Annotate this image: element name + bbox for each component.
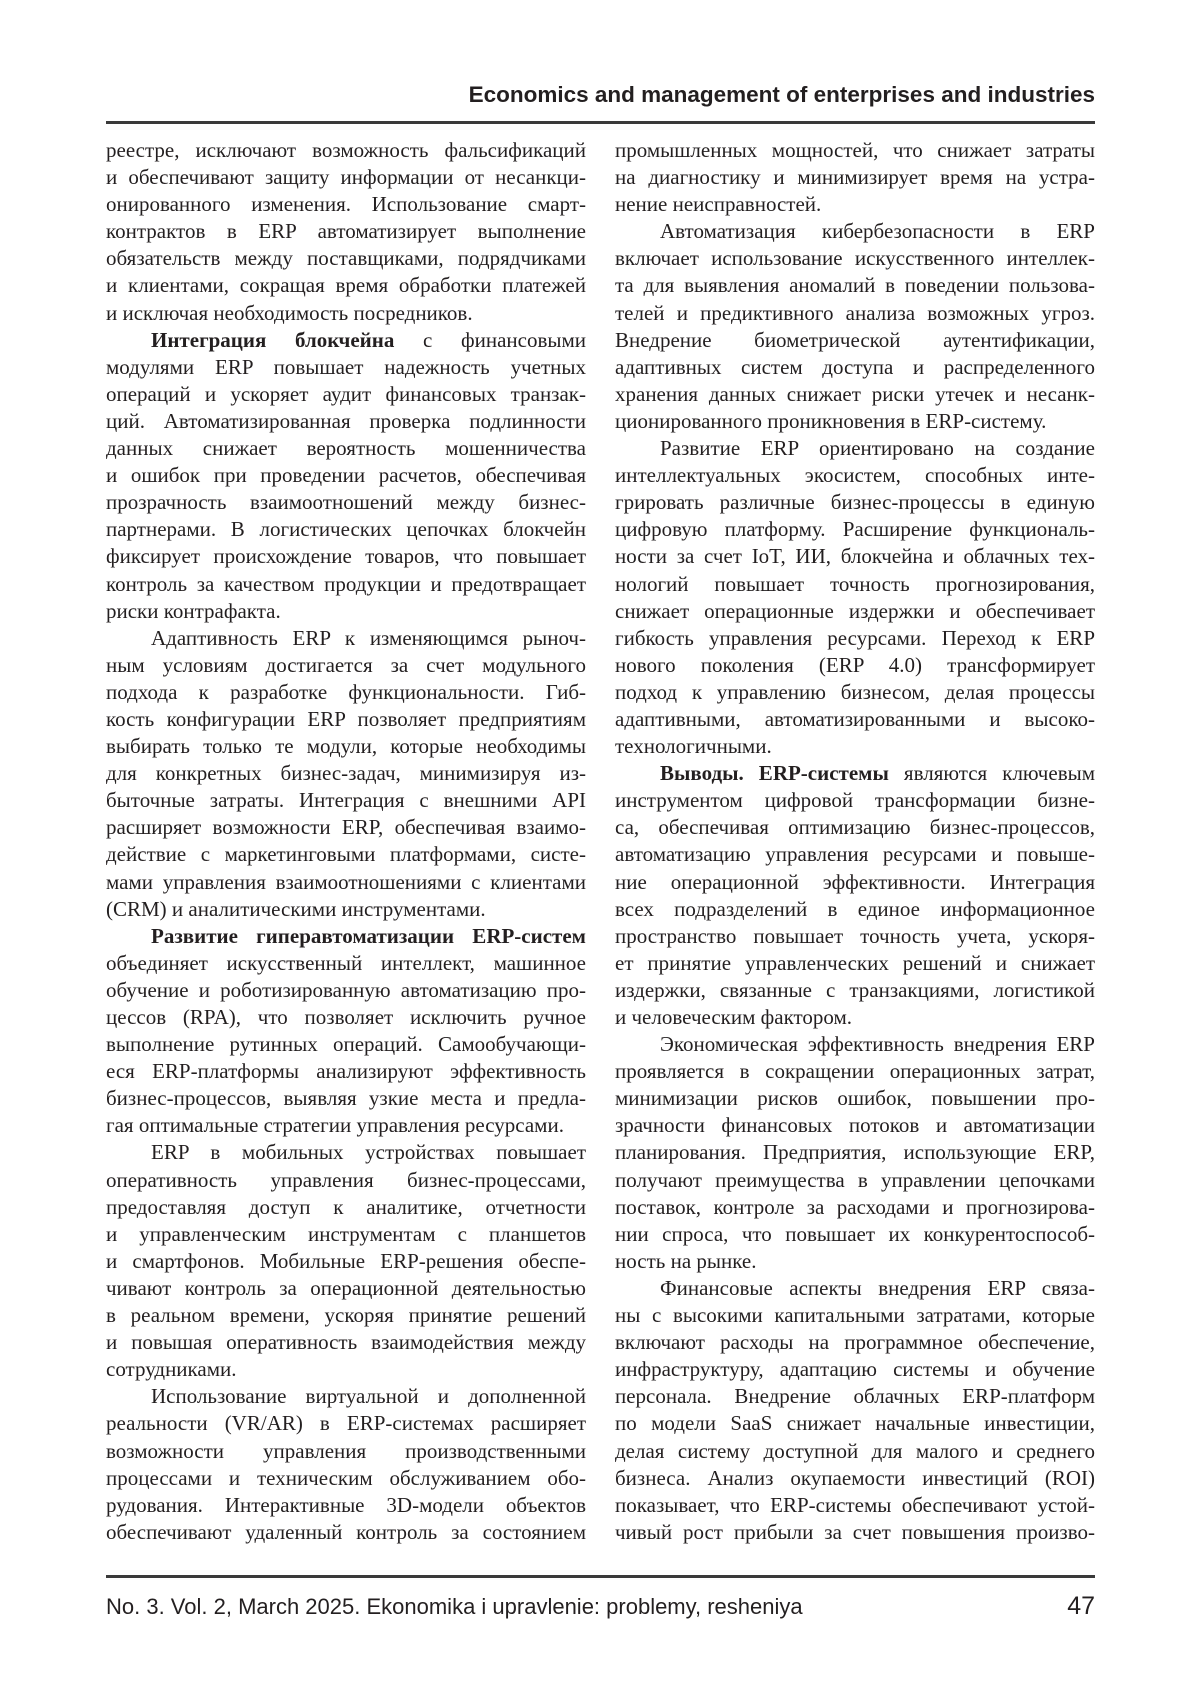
paragraph xyxy=(615,218,1095,435)
text-line: и смартфонов. Мобильные ERP-решения обеспе- xyxy=(106,1248,586,1275)
text-line: снижает операционные издержки и обеспечивает xyxy=(615,598,1095,625)
text-line: обязательств между поставщиками, подрядчиками xyxy=(106,245,586,272)
paragraph xyxy=(106,625,586,923)
text-line: в реальном времени, ускоряя принятие решений xyxy=(106,1302,586,1329)
text-line: включает использование искусственного интеллек- xyxy=(615,245,1095,272)
text-line: объединяет искусственный интеллект, машинное xyxy=(106,950,586,977)
text-line xyxy=(106,327,586,354)
text-line: Финансовые аспекты внедрения ERP связа- xyxy=(615,1275,1095,1302)
text-line: рудования. Интерактивные 3D-модели объектов xyxy=(106,1492,586,1519)
text-line: инструментом цифровой трансформации бизне- xyxy=(615,787,1095,814)
text-line: адаптивными, автоматизированными и высоко- xyxy=(615,706,1095,733)
text-line: партнерами. В логистических цепочках блокчейн xyxy=(106,516,586,543)
text-line: нение неисправностей. xyxy=(615,191,1095,218)
text-line: действие с маркетинговыми платформами, систе- xyxy=(106,841,586,868)
text-line: подход к управлению бизнесом, делая процессы xyxy=(615,679,1095,706)
text-line: ций. Автоматизированная проверка подлинности xyxy=(106,408,586,435)
text-line: та для выявления аномалий в поведении пользова- xyxy=(615,272,1095,299)
text-line: фиксирует происхождение товаров, что повышает xyxy=(106,543,586,570)
text-line: проявляется в сокращении операционных затрат, xyxy=(615,1058,1095,1085)
left-column xyxy=(106,137,586,1546)
text-line: еся ERP-платформы анализируют эффективность xyxy=(106,1058,586,1085)
text-line: и ошибок при проведении расчетов, обеспечивая xyxy=(106,462,586,489)
text-line: для конкретных бизнес-задач, минимизируя из- xyxy=(106,760,586,787)
text-line: и клиентами, сокращая время обработки платежей xyxy=(106,272,586,299)
text-line: подхода к разработке функциональности. Гиб- xyxy=(106,679,586,706)
text-line: интеллектуальных экосистем, способных инте- xyxy=(615,462,1095,489)
text-line: адаптивных систем доступа и распределенного xyxy=(615,354,1095,381)
text-line: гибкость управления ресурсами. Переход к ERP xyxy=(615,625,1095,652)
text-line: расширяет возможности ERP, обеспечивая взаимо- xyxy=(106,814,586,841)
text-line: возможности управления производственными xyxy=(106,1438,586,1465)
paragraph xyxy=(106,1383,586,1546)
text-line: грировать различные бизнес-процессы в единую xyxy=(615,489,1095,516)
text-line: риски контрафакта. xyxy=(106,598,586,625)
paragraph xyxy=(106,1139,586,1383)
text-line: реестре, исключают возможность фальсификаций xyxy=(106,137,586,164)
line-text: с финансовыми xyxy=(394,328,586,352)
paragraph xyxy=(615,760,1095,1031)
text-line: нии спроса, что повышает их конкурентоспособ- xyxy=(615,1221,1095,1248)
text-line: персонала. Внедрение облачных ERP-платформ xyxy=(615,1383,1095,1410)
text-line: процессами и техническим обслуживанием обо- xyxy=(106,1465,586,1492)
text-line: и исключая необходимость посредников. xyxy=(106,300,586,327)
text-line: Использование виртуальной и дополненной xyxy=(106,1383,586,1410)
text-line: операций и ускоряет аудит финансовых транзак- xyxy=(106,381,586,408)
text-line: ности за счет IoT, ИИ, блокчейна и облачных тех- xyxy=(615,543,1095,570)
text-line: и управленческим инструментам с планшетов xyxy=(106,1221,586,1248)
paragraph xyxy=(615,1275,1095,1546)
text-line: быточные затраты. Интеграция с внешними API xyxy=(106,787,586,814)
text-line: контрактов в ERP автоматизирует выполнение xyxy=(106,218,586,245)
text-line: ционированного проникновения в ERP-систему. xyxy=(615,408,1095,435)
paragraph xyxy=(615,435,1095,760)
text-line: издержки, связанные с транзакциями, логистикой xyxy=(615,977,1095,1004)
text-line: Внедрение биометрической аутентификации, xyxy=(615,327,1095,354)
text-line: телей и предиктивного анализа возможных угроз. xyxy=(615,300,1095,327)
bold-lead-in: Интеграция блокчейна xyxy=(151,328,394,352)
text-line: по модели SaaS снижает начальные инвестиции, xyxy=(615,1410,1095,1437)
text-line: и человеческим фактором. xyxy=(615,1004,1095,1031)
running-header: Economics and management of enterprises and industries xyxy=(469,82,1095,108)
text-line: ны с высокими капитальными затратами, которые xyxy=(615,1302,1095,1329)
text-line: обучение и роботизированную автоматизацию про- xyxy=(106,977,586,1004)
text-line: выполнение рутинных операций. Самообучающи- xyxy=(106,1031,586,1058)
text-line: Экономическая эффективность внедрения ERP xyxy=(615,1031,1095,1058)
text-line: включают расходы на программное обеспечение, xyxy=(615,1329,1095,1356)
paragraph xyxy=(106,923,586,1140)
text-line: промышленных мощностей, что снижает затраты xyxy=(615,137,1095,164)
text-line: (CRM) и аналитическими инструментами. xyxy=(106,896,586,923)
right-column xyxy=(615,137,1095,1546)
text-line: реальности (VR/AR) в ERP-системах расширяет xyxy=(106,1410,586,1437)
text-line: бизнес-процессов, выявляя узкие места и предла- xyxy=(106,1085,586,1112)
text-line: хранения данных снижает риски утечек и несанк- xyxy=(615,381,1095,408)
text-line: инфраструктуру, адаптацию системы и обучение xyxy=(615,1356,1095,1383)
text-line: зрачности финансовых потоков и автоматизации xyxy=(615,1112,1095,1139)
text-line: и обеспечивают защиту информации от несанкци- xyxy=(106,164,586,191)
text-line: делая систему доступной для малого и среднего xyxy=(615,1438,1095,1465)
text-line xyxy=(615,760,1095,787)
text-line: обеспечивают удаленный контроль за состоянием xyxy=(106,1519,586,1546)
text-line: и повышая оперативность взаимодействия между xyxy=(106,1329,586,1356)
text-line: предоставляя доступ к аналитике, отчетности xyxy=(106,1194,586,1221)
text-line: всех подразделений в единое информационное xyxy=(615,896,1095,923)
text-line: цифровую платформу. Расширение функциональ- xyxy=(615,516,1095,543)
text-line: планирования. Предприятия, использующие ERP, xyxy=(615,1139,1095,1166)
text-line: кость конфигурации ERP позволяет предприятиям xyxy=(106,706,586,733)
text-line: автоматизацию управления ресурсами и повыше- xyxy=(615,841,1095,868)
paragraph xyxy=(615,1031,1095,1275)
text-line xyxy=(106,923,586,950)
paragraph xyxy=(106,327,586,625)
text-line: сотрудниками. xyxy=(106,1356,586,1383)
line-text: являются ключевым xyxy=(889,761,1095,785)
text-line: ет принятие управленческих решений и снижает xyxy=(615,950,1095,977)
text-line: технологичными. xyxy=(615,733,1095,760)
bold-lead-in: Развитие гиперавтоматизации ERP-систем xyxy=(151,924,586,948)
text-line: прозрачность взаимоотношений между бизнес- xyxy=(106,489,586,516)
text-line: на диагностику и минимизирует время на устра- xyxy=(615,164,1095,191)
text-line: Автоматизация кибербезопасности в ERP xyxy=(615,218,1095,245)
text-line: мами управления взаимоотношениями с клиентами xyxy=(106,869,586,896)
text-line: ние операционной эффективности. Интеграция xyxy=(615,869,1095,896)
text-line: оперативность управления бизнес-процессами, xyxy=(106,1167,586,1194)
footer-citation: No. 3. Vol. 2, March 2025. Ekonomika i upravlenie: problemy, resheniya xyxy=(106,1594,803,1620)
text-line: показывает, что ERP-системы обеспечивают устой- xyxy=(615,1492,1095,1519)
text-line: гая оптимальные стратегии управления ресурсами. xyxy=(106,1112,586,1139)
text-line: ным условиям достигается за счет модульного xyxy=(106,652,586,679)
bold-lead-in: Выводы. ERP-системы xyxy=(660,761,889,785)
text-line: цессов (RPA), что позволяет исключить ручное xyxy=(106,1004,586,1031)
text-line: выбирать только те модули, которые необходимы xyxy=(106,733,586,760)
header-rule xyxy=(106,121,1095,124)
text-line: нологий повышает точность прогнозирования, xyxy=(615,571,1095,598)
paragraph xyxy=(106,137,586,327)
text-line: онированного изменения. Использование смарт- xyxy=(106,191,586,218)
text-line: контроль за качеством продукции и предотвращает xyxy=(106,571,586,598)
text-line: ERP в мобильных устройствах повышает xyxy=(106,1139,586,1166)
text-line: ность на рынке. xyxy=(615,1248,1095,1275)
text-line: Развитие ERP ориентировано на создание xyxy=(615,435,1095,462)
text-line: бизнеса. Анализ окупаемости инвестиций (ROI) xyxy=(615,1465,1095,1492)
footer-rule xyxy=(106,1575,1095,1578)
paragraph xyxy=(615,137,1095,218)
text-line: нового поколения (ERP 4.0) трансформирует xyxy=(615,652,1095,679)
text-line: данных снижает вероятность мошенничества xyxy=(106,435,586,462)
text-line: чивают контроль за операционной деятельностью xyxy=(106,1275,586,1302)
text-line: модулями ERP повышает надежность учетных xyxy=(106,354,586,381)
text-line: чивый рост прибыли за счет повышения произво- xyxy=(615,1519,1095,1546)
text-line: Адаптивность ERP к изменяющимся рыноч- xyxy=(106,625,586,652)
page-number: 47 xyxy=(1067,1592,1095,1621)
text-line: минимизации рисков ошибок, повышении про- xyxy=(615,1085,1095,1112)
text-line: пространство повышает точность учета, ускоря- xyxy=(615,923,1095,950)
text-line: получают преимущества в управлении цепочками xyxy=(615,1167,1095,1194)
text-line: са, обеспечивая оптимизацию бизнес-процессов, xyxy=(615,814,1095,841)
text-line: поставок, контроле за расходами и прогнозирова- xyxy=(615,1194,1095,1221)
